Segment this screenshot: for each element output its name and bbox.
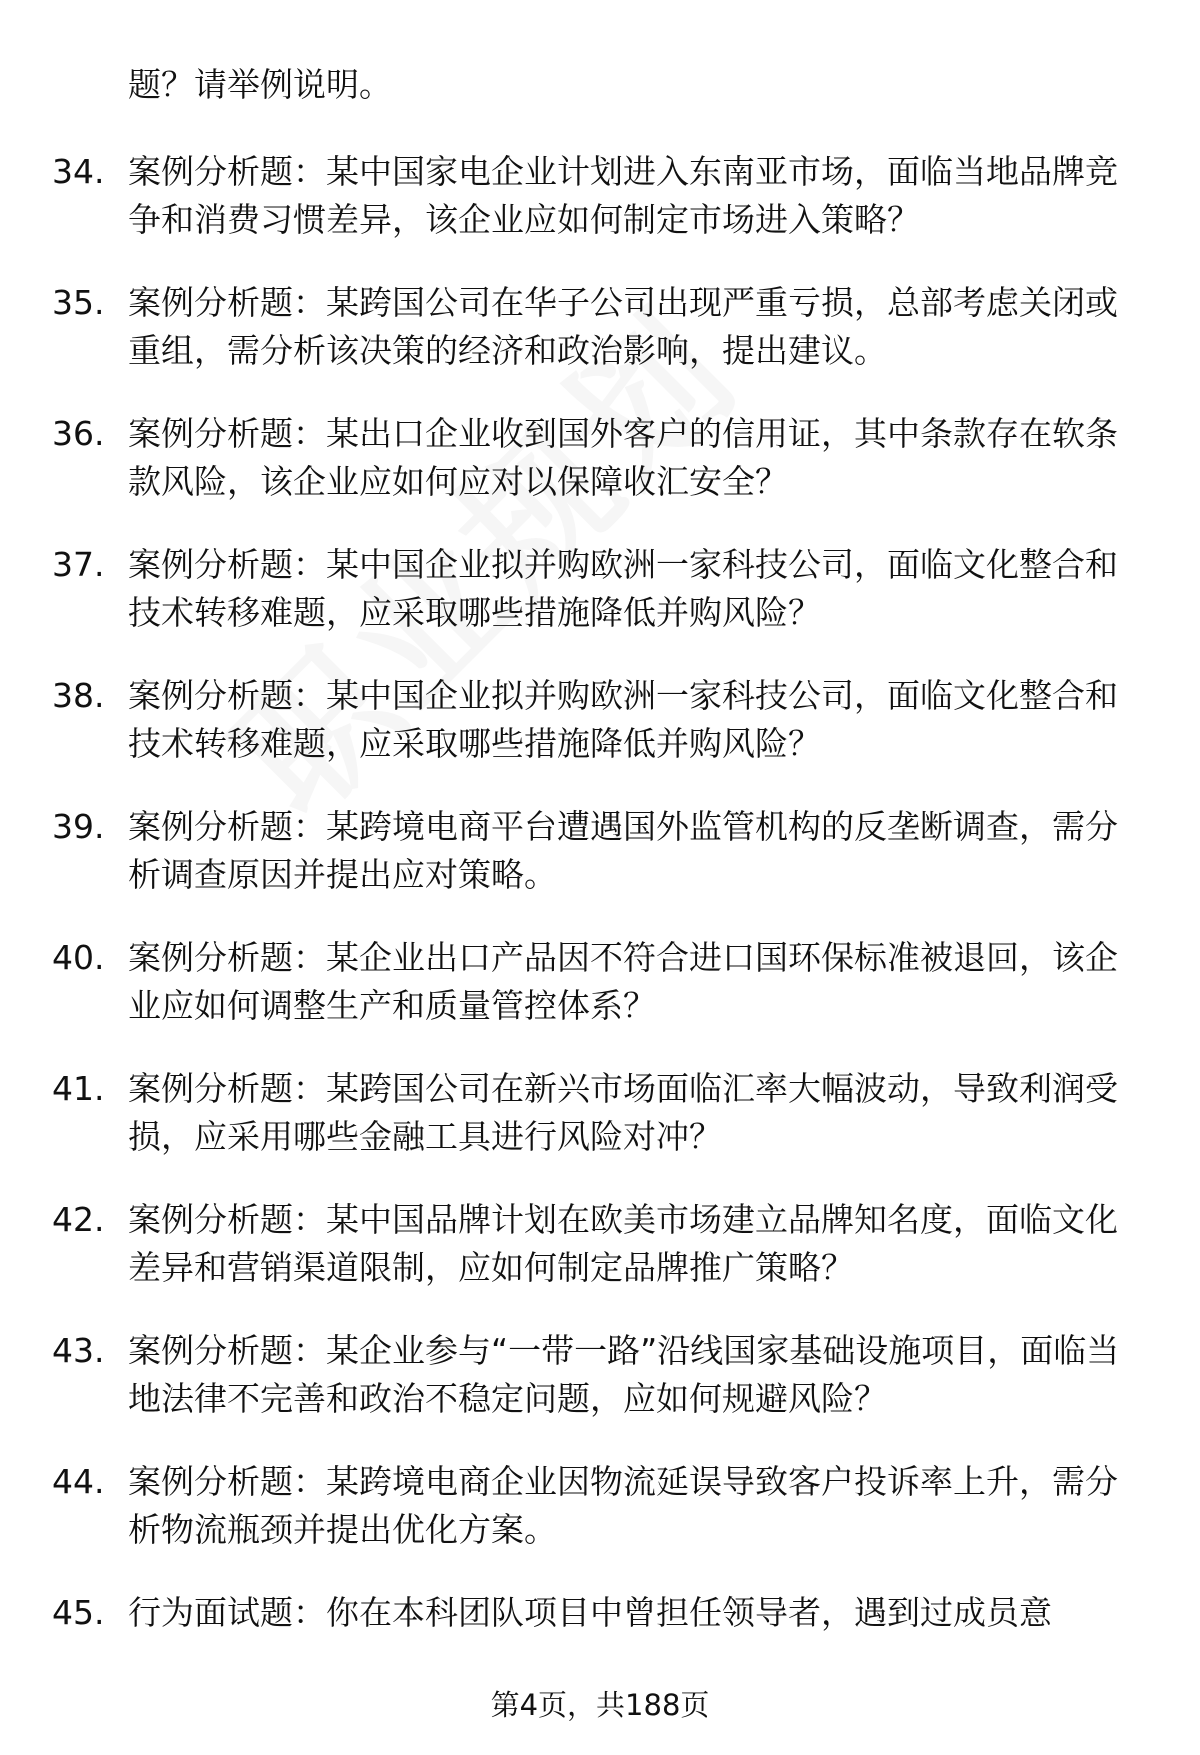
continuation-text: 题？请举例说明。: [128, 65, 392, 104]
question-text: 案例分析题：某企业出口产品因不符合进口国环保标准被退回，该企业应如何调整生产和质量管控体系？: [128, 938, 1118, 1025]
question-number: 45.: [52, 1593, 105, 1632]
question-item: [0, 410, 1200, 541]
question-item: [0, 279, 1200, 410]
question-text: 案例分析题：某跨国公司在新兴市场面临汇率大幅波动，导致利润受损，应采用哪些金融工具进行风险对冲？: [128, 1069, 1118, 1156]
question-text: 案例分析题：某中国品牌计划在欧美市场建立品牌知名度，面临文化差异和营销渠道限制，应如何制定品牌推广策略？: [128, 1200, 1118, 1287]
question-number: 41.: [52, 1069, 105, 1108]
question-number: 38.: [52, 676, 105, 715]
question-text: 行为面试题：你在本科团队项目中曾担任领导者，遇到过成员意: [128, 1593, 1052, 1632]
question-text: 案例分析题：某跨境电商企业因物流延误导致客户投诉率上升，需分析物流瓶颈并提出优化方案。: [128, 1462, 1118, 1549]
question-item: [0, 672, 1200, 803]
question-item: [0, 1065, 1200, 1196]
question-item: [0, 148, 1200, 279]
question-number: 37.: [52, 545, 105, 584]
question-text: 案例分析题：某中国企业拟并购欧洲一家科技公司，面临文化整合和技术转移难题，应采取哪些措施降低并购风险？: [128, 676, 1118, 763]
question-item: [0, 803, 1200, 934]
question-item: [0, 1458, 1200, 1589]
question-text: 案例分析题：某出口企业收到国外客户的信用证，其中条款存在软条款风险，该企业应如何应对以保障收汇安全？: [128, 414, 1118, 501]
question-text: 案例分析题：某跨境电商平台遭遇国外监管机构的反垄断调查，需分析调查原因并提出应对策略。: [128, 807, 1118, 894]
question-item: [0, 1196, 1200, 1327]
question-item: [0, 1327, 1200, 1458]
question-list: [0, 148, 1200, 1720]
question-number: 36.: [52, 414, 105, 453]
question-text: 案例分析题：某企业参与“一带一路”沿线国家基础设施项目，面临当地法律不完善和政治不稳定问题，应如何规避风险？: [128, 1331, 1120, 1418]
question-number: 43.: [52, 1331, 105, 1370]
question-text: 案例分析题：某跨国公司在华子公司出现严重亏损，总部考虑关闭或重组，需分析该决策的经济和政治影响，提出建议。: [128, 283, 1118, 370]
question-item: [0, 541, 1200, 672]
question-number: 40.: [52, 938, 105, 977]
page-footer: 第4页，共188页: [490, 1688, 710, 1722]
question-item: [0, 934, 1200, 1065]
question-number: 44.: [52, 1462, 105, 1501]
question-text: 案例分析题：某中国企业拟并购欧洲一家科技公司，面临文化整合和技术转移难题，应采取哪些措施降低并购风险？: [128, 545, 1118, 632]
question-text: 案例分析题：某中国家电企业计划进入东南亚市场，面临当地品牌竞争和消费习惯差异，该企业应如何制定市场进入策略？: [128, 152, 1118, 239]
question-number: 34.: [52, 152, 105, 191]
question-number: 39.: [52, 807, 105, 846]
question-number: 35.: [52, 283, 105, 322]
question-number: 42.: [52, 1200, 105, 1239]
